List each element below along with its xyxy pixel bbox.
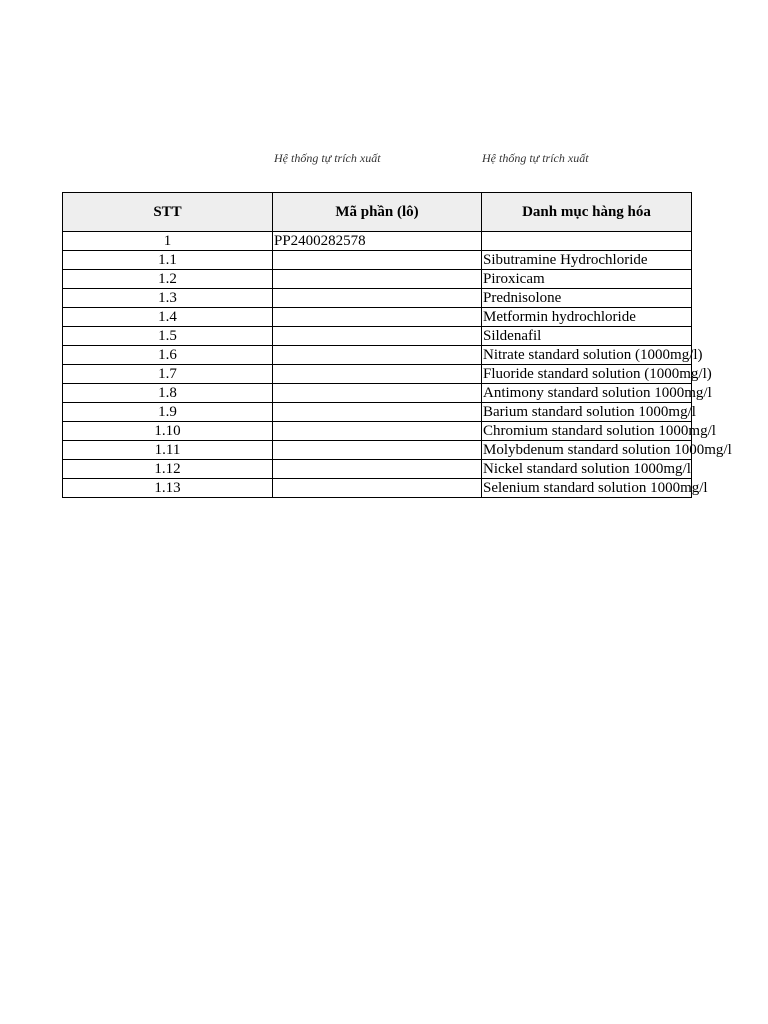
cell-goods-item: Metformin hydrochloride: [482, 308, 692, 327]
table-header-row: [63, 193, 692, 232]
cell-goods-item: Sildenafil: [482, 327, 692, 346]
header-stt: STT: [63, 193, 273, 232]
cell-goods-item: Selenium standard solution 1000mg/l: [483, 480, 708, 496]
table-row: [63, 479, 692, 498]
cell-stt: 1.5: [63, 327, 273, 346]
goods-table-container: [62, 192, 732, 498]
cell-lot-code: [273, 441, 482, 460]
cell-lot-code: [273, 270, 482, 289]
cell-lot-code: [273, 384, 482, 403]
cell-lot-code: [273, 251, 482, 270]
table-row: [63, 365, 692, 384]
cell-goods-item: Sibutramine Hydrochloride: [482, 251, 692, 270]
cell-stt: 1.1: [63, 251, 273, 270]
cell-stt: 1.6: [63, 346, 273, 365]
cell-goods-item: Prednisolone: [482, 289, 692, 308]
cell-goods-item: Nickel standard solution 1000mg/l: [483, 461, 691, 477]
table-row: [63, 308, 692, 327]
table-row: [63, 327, 692, 346]
cell-stt: 1.12: [63, 460, 273, 479]
cell-lot-code: [273, 346, 482, 365]
cell-goods-item: Antimony standard solution 1000mg/l: [483, 385, 712, 401]
table-row: [63, 289, 692, 308]
table-row: [63, 441, 692, 460]
cell-goods-item: Nitrate standard solution (1000mg/l): [483, 347, 703, 363]
table-row: [63, 422, 692, 441]
table-row: [63, 346, 692, 365]
cell-stt: 1.11: [63, 441, 273, 460]
cell-lot-code: [273, 289, 482, 308]
auto-extract-note: Hệ thống tự trích xuất: [482, 151, 589, 165]
table-row: [63, 384, 692, 403]
cell-stt: 1.7: [63, 365, 273, 384]
cell-stt: 1.4: [63, 308, 273, 327]
cell-stt: 1: [63, 232, 273, 251]
header-lot-code: Mã phần (lô): [273, 193, 482, 232]
cell-stt: 1.10: [63, 422, 273, 441]
cell-goods-item: [482, 232, 692, 251]
cell-goods-item: Fluoride standard solution (1000mg/l): [483, 366, 712, 382]
cell-lot-code: [273, 403, 482, 422]
cell-stt: 1.8: [63, 384, 273, 403]
cell-stt: 1.3: [63, 289, 273, 308]
cell-stt: 1.2: [63, 270, 273, 289]
cell-goods-item: Chromium standard solution 1000mg/l: [483, 423, 716, 439]
cell-lot-code: [273, 308, 482, 327]
cell-goods-item: Piroxicam: [482, 270, 692, 289]
cell-stt: 1.13: [63, 479, 273, 498]
header-goods-list: Danh mục hàng hóa: [482, 193, 692, 232]
table-row: [63, 251, 692, 270]
cell-lot-code: [273, 460, 482, 479]
cell-lot-code: [273, 365, 482, 384]
table-row: [63, 270, 692, 289]
table-row: [63, 460, 692, 479]
table-row: [63, 232, 692, 251]
cell-stt: 1.9: [63, 403, 273, 422]
auto-extract-note: Hệ thống tự trích xuất: [274, 151, 381, 165]
cell-lot-code: [273, 479, 482, 498]
goods-table: [62, 192, 732, 498]
cell-goods-item: Barium standard solution 1000mg/l: [483, 404, 696, 420]
cell-lot-code: [273, 327, 482, 346]
cell-goods-item: Molybdenum standard solution 1000mg/l: [483, 442, 732, 458]
table-body: [63, 232, 732, 498]
table-row: [63, 403, 692, 422]
cell-lot-code: PP2400282578: [273, 232, 482, 251]
cell-lot-code: [273, 422, 482, 441]
